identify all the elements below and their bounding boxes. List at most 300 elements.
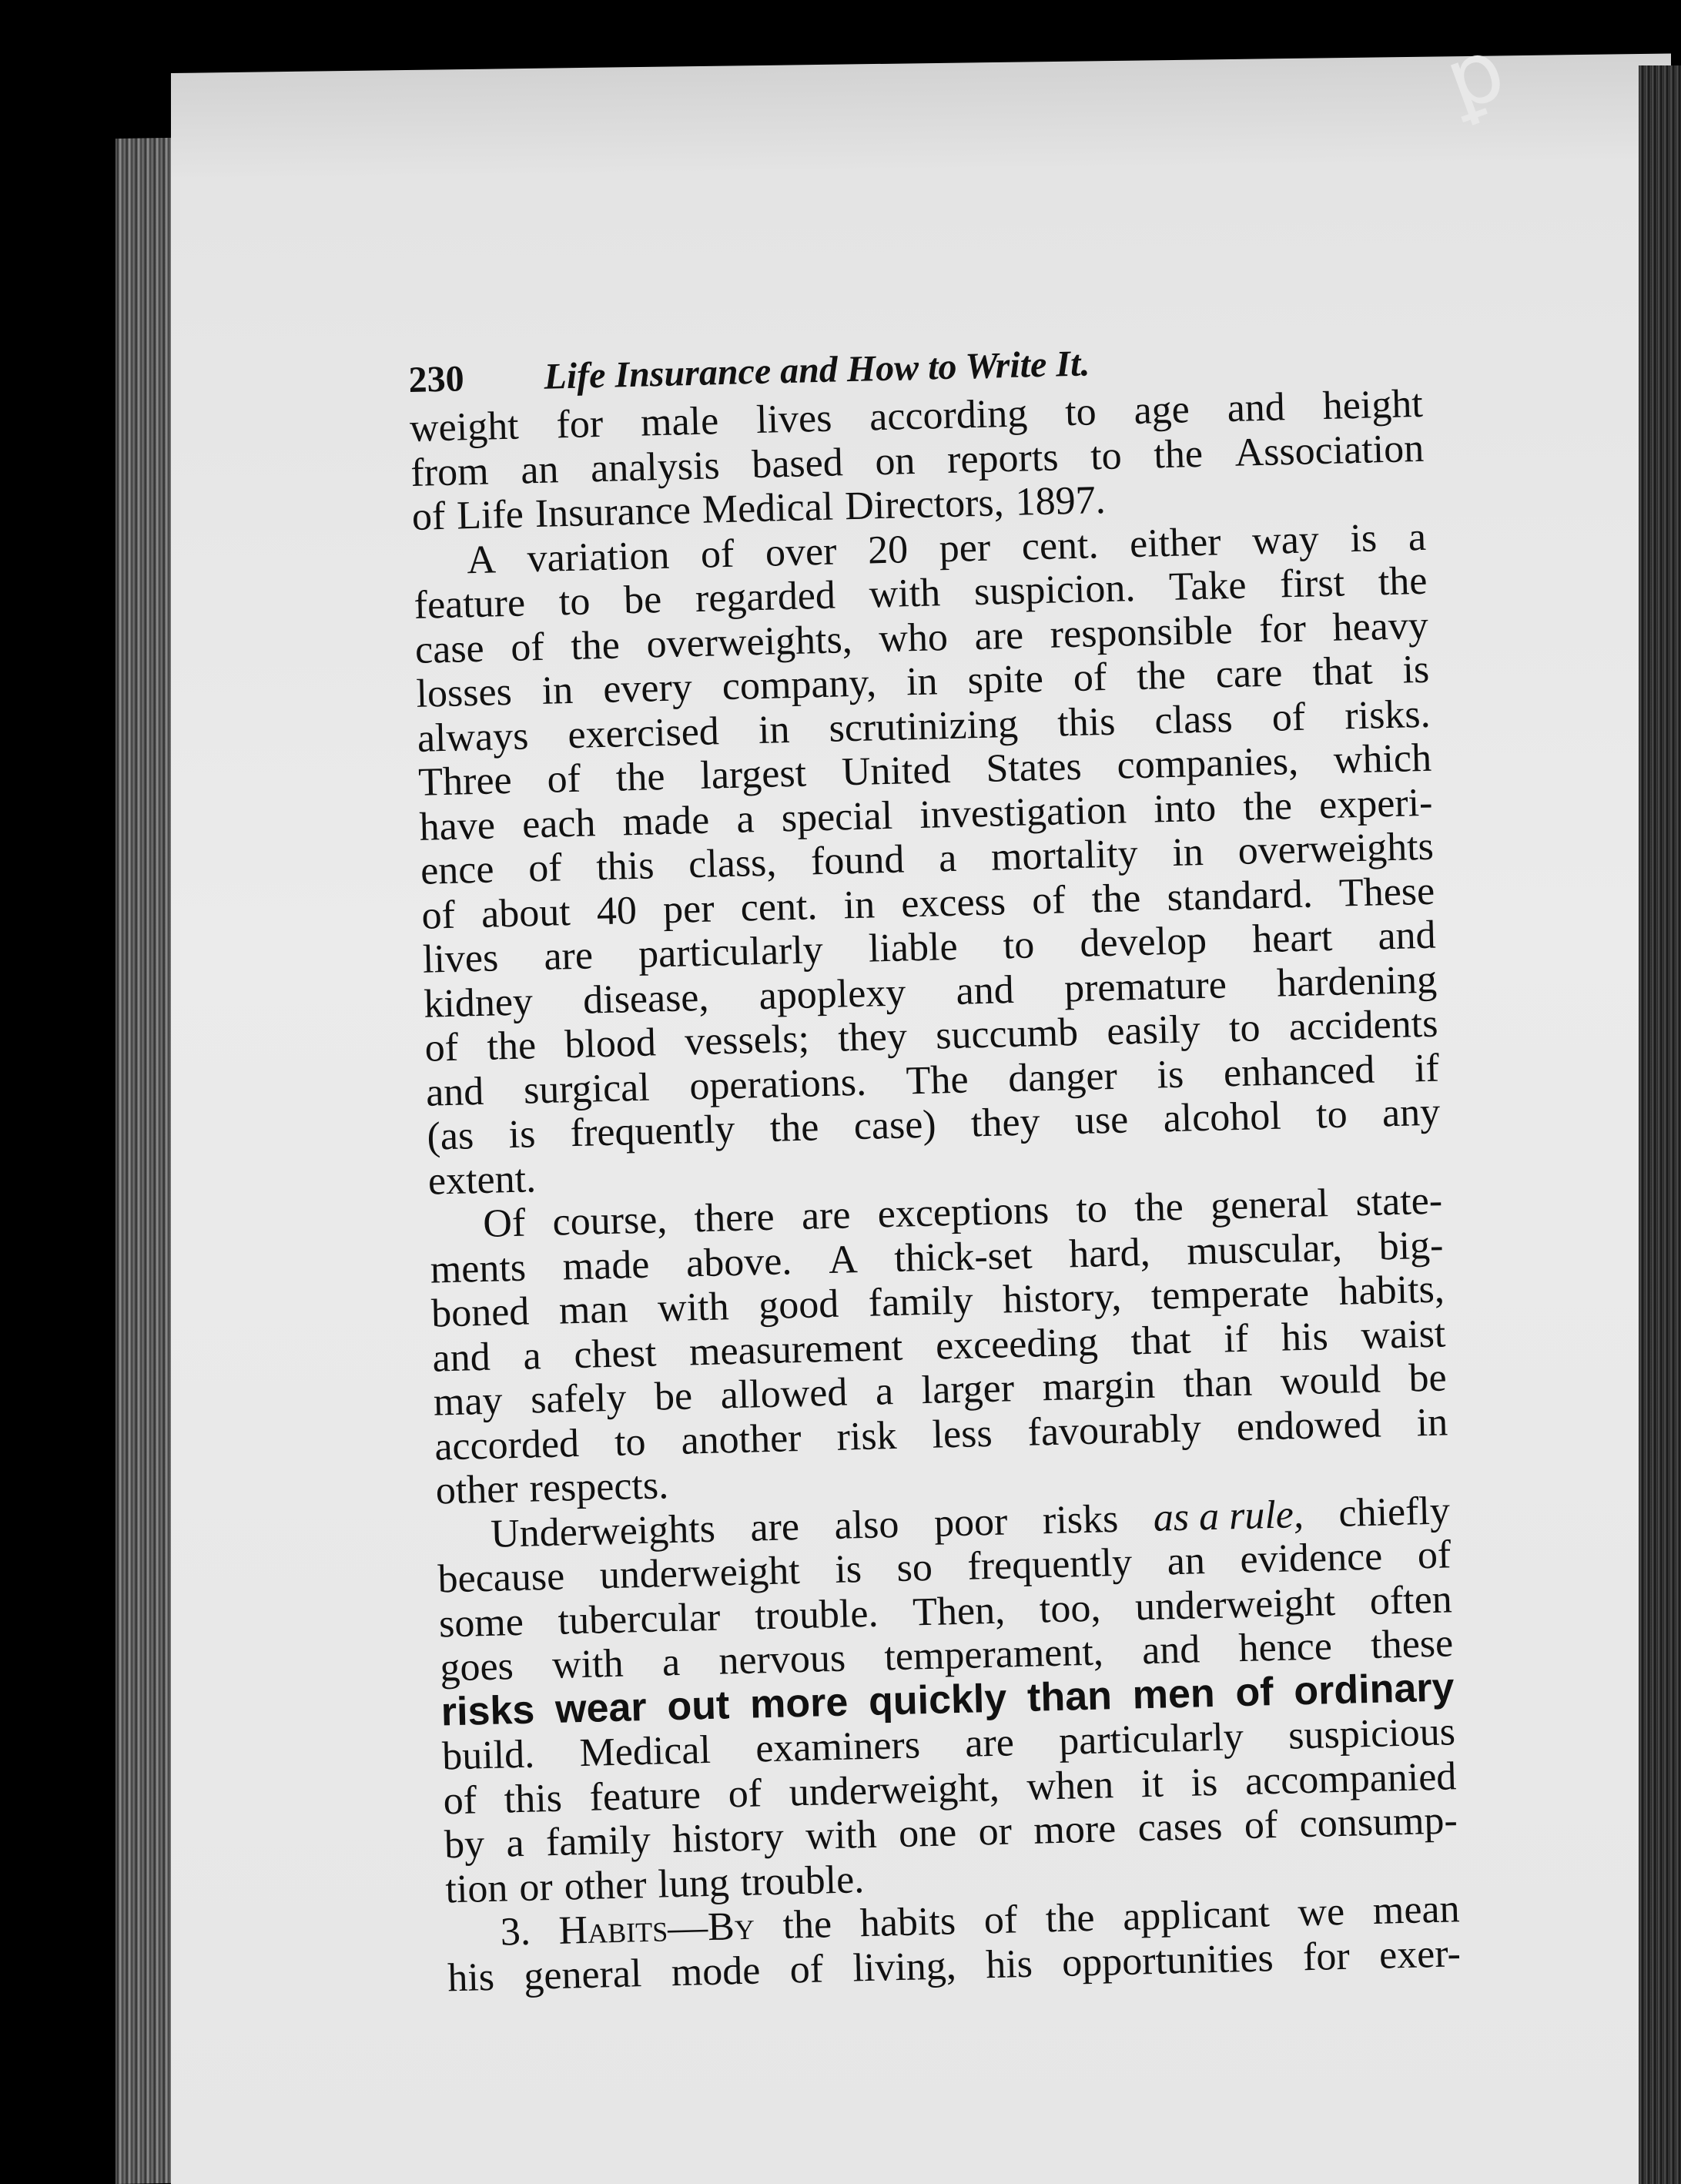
word: living, [852,1943,957,1991]
word: margin [1042,1362,1156,1410]
word: found [810,837,906,884]
word: which [1333,735,1432,782]
word: wear [554,1684,648,1732]
word: age [1133,387,1190,433]
word: endowed [1236,1402,1382,1449]
word: a [938,836,957,881]
word: made [621,798,710,844]
word: as a rule, [1153,1492,1304,1540]
word: is [1156,1052,1184,1097]
word: risks [1042,1496,1119,1543]
word: cent. [740,883,819,930]
word: than [1183,1360,1253,1406]
word: to [1075,1187,1108,1232]
word: his [1281,1314,1329,1360]
word: more [1033,1807,1117,1853]
word: course, [551,1198,668,1244]
word: risks. [1344,692,1432,738]
word: to [558,579,591,625]
word: easily [1106,1007,1201,1054]
word: man [558,1287,629,1333]
word: according [869,391,1028,440]
word: and [955,967,1015,1013]
word: it [1140,1761,1164,1806]
word: this [1056,699,1117,745]
word: tion [444,1865,509,1911]
page-text-block [408,337,1462,2001]
word: operations. [688,1060,867,1108]
word: men [1131,1670,1216,1718]
word: These [1338,869,1435,916]
word: risks [440,1687,535,1734]
page-stack-edge [1639,65,1681,2184]
word: habits, [1338,1267,1445,1314]
word: a [522,1333,542,1378]
word: above. [685,1238,792,1286]
word: frequently [966,1540,1133,1589]
word: chest [573,1331,657,1377]
word: be [1408,1355,1448,1401]
word: of [546,756,581,802]
word: heavy [1331,603,1429,650]
word: in [906,659,939,705]
word: there [693,1194,775,1241]
word: frequently [570,1107,736,1156]
word: extent. [427,1156,537,1204]
word: underweight [599,1549,801,1598]
word: and [1141,1627,1200,1673]
word: reports [946,434,1060,482]
word: exceptions [877,1188,1050,1237]
word: Take [1168,563,1247,609]
page-number: 230 [407,358,465,400]
running-title: Life Insurance and How to Write It. [543,343,1090,397]
word: the [1091,876,1142,922]
word: feature [588,1772,702,1820]
word: have [419,802,496,849]
word: over [765,528,838,575]
word: cent. [1021,522,1100,569]
word: the [1136,653,1187,698]
word: may [433,1378,504,1425]
word: of [1073,655,1107,701]
word: a [1408,514,1427,559]
word: about [481,889,571,936]
word: analysis [590,443,721,491]
word: too, [1039,1586,1101,1631]
word: losses [415,669,513,716]
word: mode [671,1948,761,1995]
word: family [868,1278,974,1325]
word: apoplexy [758,970,906,1018]
word: than [1026,1673,1113,1720]
word: when [1026,1762,1114,1809]
word: and [1377,913,1437,959]
word: his [447,1955,495,2000]
word: overweights, [645,617,853,667]
word: and [1226,385,1286,431]
word: with [551,1641,625,1687]
word: poor [933,1499,1009,1546]
word: or [977,1809,1013,1854]
word: Medical [578,1727,712,1776]
word: to [1315,1092,1348,1137]
word: develop [1079,918,1207,966]
word: accidents [1288,1001,1438,1050]
word: an [1167,1539,1206,1584]
word: be [623,578,662,623]
word: 1897. [1014,477,1107,524]
word: are [973,613,1024,658]
word: cases [1137,1804,1224,1851]
word: particularly [1058,1715,1244,1764]
word: danger [1007,1053,1118,1100]
word: nervous [718,1636,846,1683]
word: per [939,525,991,571]
corner-ink-mark: ꝑ [1432,18,1517,131]
word: is [1401,647,1430,692]
word: responsible [1050,608,1234,657]
word: in [1171,829,1204,875]
word: weight [409,404,520,451]
word: The [906,1057,969,1103]
word: goes [439,1644,514,1690]
word: 20 [867,527,909,572]
word: kidney [423,979,534,1027]
word: any [1381,1090,1441,1136]
word: trouble. [740,1857,865,1904]
word: by [444,1822,485,1867]
word: for [1258,606,1307,652]
word: regarded [695,573,836,621]
word: less [931,1411,993,1457]
word: on [874,438,916,484]
word: the [1045,1895,1096,1941]
word: other [563,1862,648,1909]
word: we [1297,1889,1345,1935]
word: mortality [990,832,1139,879]
word: an [520,447,560,492]
word: lives [422,936,499,982]
word: a [875,1369,894,1414]
word: Then, [912,1588,1006,1634]
word: some [438,1599,524,1646]
word: 3. [500,1909,531,1955]
word: they [970,1100,1041,1146]
word: are [543,933,594,979]
word: examiners [755,1723,921,1771]
word: mean [1372,1887,1461,1933]
word: this [595,843,655,889]
word: hardening [1276,957,1438,1006]
word: more [749,1680,849,1727]
word: evidence [1239,1534,1383,1583]
word: care [1215,651,1284,697]
word: with [657,1285,730,1331]
word: the [782,1902,832,1948]
word: largest [699,751,807,798]
word: lung [657,1860,730,1907]
word: liable [868,924,959,971]
word: to [614,1419,647,1465]
word: ments [430,1245,527,1292]
word: boned [430,1289,530,1336]
word: exceeding [935,1320,1099,1368]
word: if [1414,1046,1440,1090]
word: States [985,744,1083,791]
word: Association [1234,426,1425,475]
word: is [834,1547,862,1592]
word: into [1153,786,1217,832]
word: general [1210,1181,1329,1228]
word: often [1369,1576,1453,1623]
word: of [510,625,545,670]
word: a [505,1821,525,1866]
word: that [1130,1318,1192,1363]
word: companies, [1116,739,1299,788]
word: for [555,401,604,447]
word: heart [1251,915,1333,962]
word: enhanced [1223,1047,1375,1095]
word: the [1134,1184,1184,1231]
word: use [1074,1097,1129,1144]
word: with [868,571,941,617]
word: would [1280,1357,1381,1404]
word: one [898,1811,957,1856]
word: standard. [1166,872,1314,919]
word: vessels; [684,1017,810,1064]
word: either [1129,519,1222,566]
word: build. [441,1732,535,1779]
word: history [671,1814,785,1862]
word: are [964,1720,1015,1766]
word: Life [456,492,524,538]
word: is [1349,515,1378,561]
word: underweight, [789,1765,1000,1814]
word: or [518,1864,554,1910]
word: of [527,846,563,891]
word: allowed [720,1370,849,1418]
word: class, [688,840,777,887]
word: exer- [1378,1931,1462,1978]
word: the [615,755,666,800]
word: temperate [1150,1270,1310,1318]
word: (as [426,1114,474,1159]
word: out [666,1682,730,1729]
word: Directors, [844,481,1005,529]
word: male [640,399,719,445]
word: height [1322,381,1424,428]
word: who [878,615,949,661]
word: trouble. [754,1591,879,1638]
word: respects. [528,1463,669,1511]
word: of [1417,1532,1452,1578]
word: muscular, [1186,1225,1343,1274]
word: overweights [1237,824,1435,873]
word: 40 [596,888,638,933]
word: succumb [935,1010,1079,1058]
word: of [1271,695,1306,740]
word: first [1279,561,1345,607]
word: spite [966,656,1044,703]
word: in [842,882,876,927]
word: Medical [702,484,834,532]
word: to [1064,390,1097,435]
word: suspicious [1288,1710,1456,1758]
word: hence [1237,1624,1333,1671]
word: every [602,665,693,712]
word: waist [1360,1311,1446,1358]
word: of [420,893,456,938]
word: risk [835,1413,898,1459]
word: premature [1063,962,1227,1010]
word: surgical [523,1065,651,1113]
word: Three [417,758,513,805]
word: another [680,1415,802,1463]
word: excess [900,879,1006,926]
word: Insurance [534,488,691,537]
word: special [781,793,893,840]
word: particularly [638,928,824,976]
word: in [541,668,574,713]
word: case) [853,1102,937,1149]
word: this [504,1776,563,1822]
word: scrutinizing [828,702,1019,751]
word: variation [526,533,671,581]
word: Of [482,1201,526,1246]
word: good [758,1281,839,1328]
word: temperament, [883,1630,1104,1680]
word: the [769,1105,820,1151]
word: with [805,1812,878,1858]
word: and [431,1335,491,1381]
word: of [424,1025,459,1070]
word: exercised [567,708,720,757]
word: to [1003,923,1035,968]
word: general [523,1951,643,1998]
word: made [562,1242,651,1288]
word: favourably [1026,1405,1202,1455]
word: these [1370,1621,1454,1667]
word: of [728,1770,762,1816]
word: they [837,1014,908,1060]
word: accorded [434,1421,580,1469]
word: a [661,1640,681,1685]
word: is [1190,1760,1218,1805]
word: blood [564,1020,657,1067]
word: a [735,796,755,842]
word: way [1251,517,1320,563]
word: case [414,626,485,672]
book-spine-edge [116,138,177,2184]
word: A [466,537,497,582]
word: hard, [1068,1230,1151,1276]
word: from [410,448,490,495]
word: United [841,747,952,795]
word: are [749,1504,800,1550]
word: thick-set [893,1233,1033,1281]
word: experi- [1318,780,1434,827]
word: based [751,440,844,487]
word: company, [722,661,877,709]
word: of [442,1777,477,1823]
word: safely [530,1375,628,1422]
word: family [545,1817,651,1865]
body-text [409,382,1461,2001]
word: other [435,1466,519,1513]
word: that [1311,648,1374,695]
word: Underweights [490,1506,716,1556]
word: class [1154,696,1234,742]
word: so [896,1545,933,1590]
word: disease, [582,975,710,1023]
word: for [1302,1934,1351,1979]
word: chiefly [1338,1488,1451,1536]
word: if [1223,1316,1249,1361]
word: tubercular [557,1595,722,1643]
word: is [507,1112,537,1157]
word: of [983,1898,1018,1943]
word: big- [1378,1223,1445,1269]
word: of [700,531,735,577]
word: to [1090,433,1123,478]
word: in [1415,1399,1448,1445]
word: to [1228,1006,1261,1051]
word: also [833,1502,900,1548]
word: of [1031,877,1067,923]
word: his [985,1941,1033,1987]
word: the [1153,431,1204,477]
word: A [828,1237,859,1282]
word: be [654,1374,693,1419]
word: investigation [919,787,1127,837]
word: and [425,1069,484,1115]
word: always [417,713,530,761]
word: suspicion. [973,566,1137,615]
word: state- [1355,1178,1443,1225]
word: each [521,800,597,847]
word: the [570,622,621,668]
word: the [1378,558,1428,605]
word: measurement [688,1325,903,1374]
word: of [1234,1669,1274,1715]
word: of [1244,1802,1278,1848]
word: applicant [1122,1891,1271,1939]
word: opportunities [1061,1935,1274,1985]
word: history, [1002,1275,1122,1322]
word: are [801,1193,852,1238]
word: feature [414,581,526,628]
word: of [411,494,446,539]
word: of [789,1946,824,1992]
word: the [486,1023,537,1069]
word: habits [859,1899,956,1946]
word: ence [420,847,495,893]
word: per [662,886,715,932]
word: alcohol [1162,1094,1282,1141]
word: consump- [1298,1798,1458,1847]
word: lives [755,396,833,442]
word: quickly [868,1676,1007,1724]
word: larger [921,1366,1015,1413]
word: underweight [1134,1579,1336,1629]
word: ordinary [1293,1664,1455,1713]
word: because [437,1554,565,1602]
word: accompanied [1244,1754,1457,1804]
word: the [1242,783,1293,829]
word: in [758,707,791,752]
word: Habits—By [558,1904,755,1953]
